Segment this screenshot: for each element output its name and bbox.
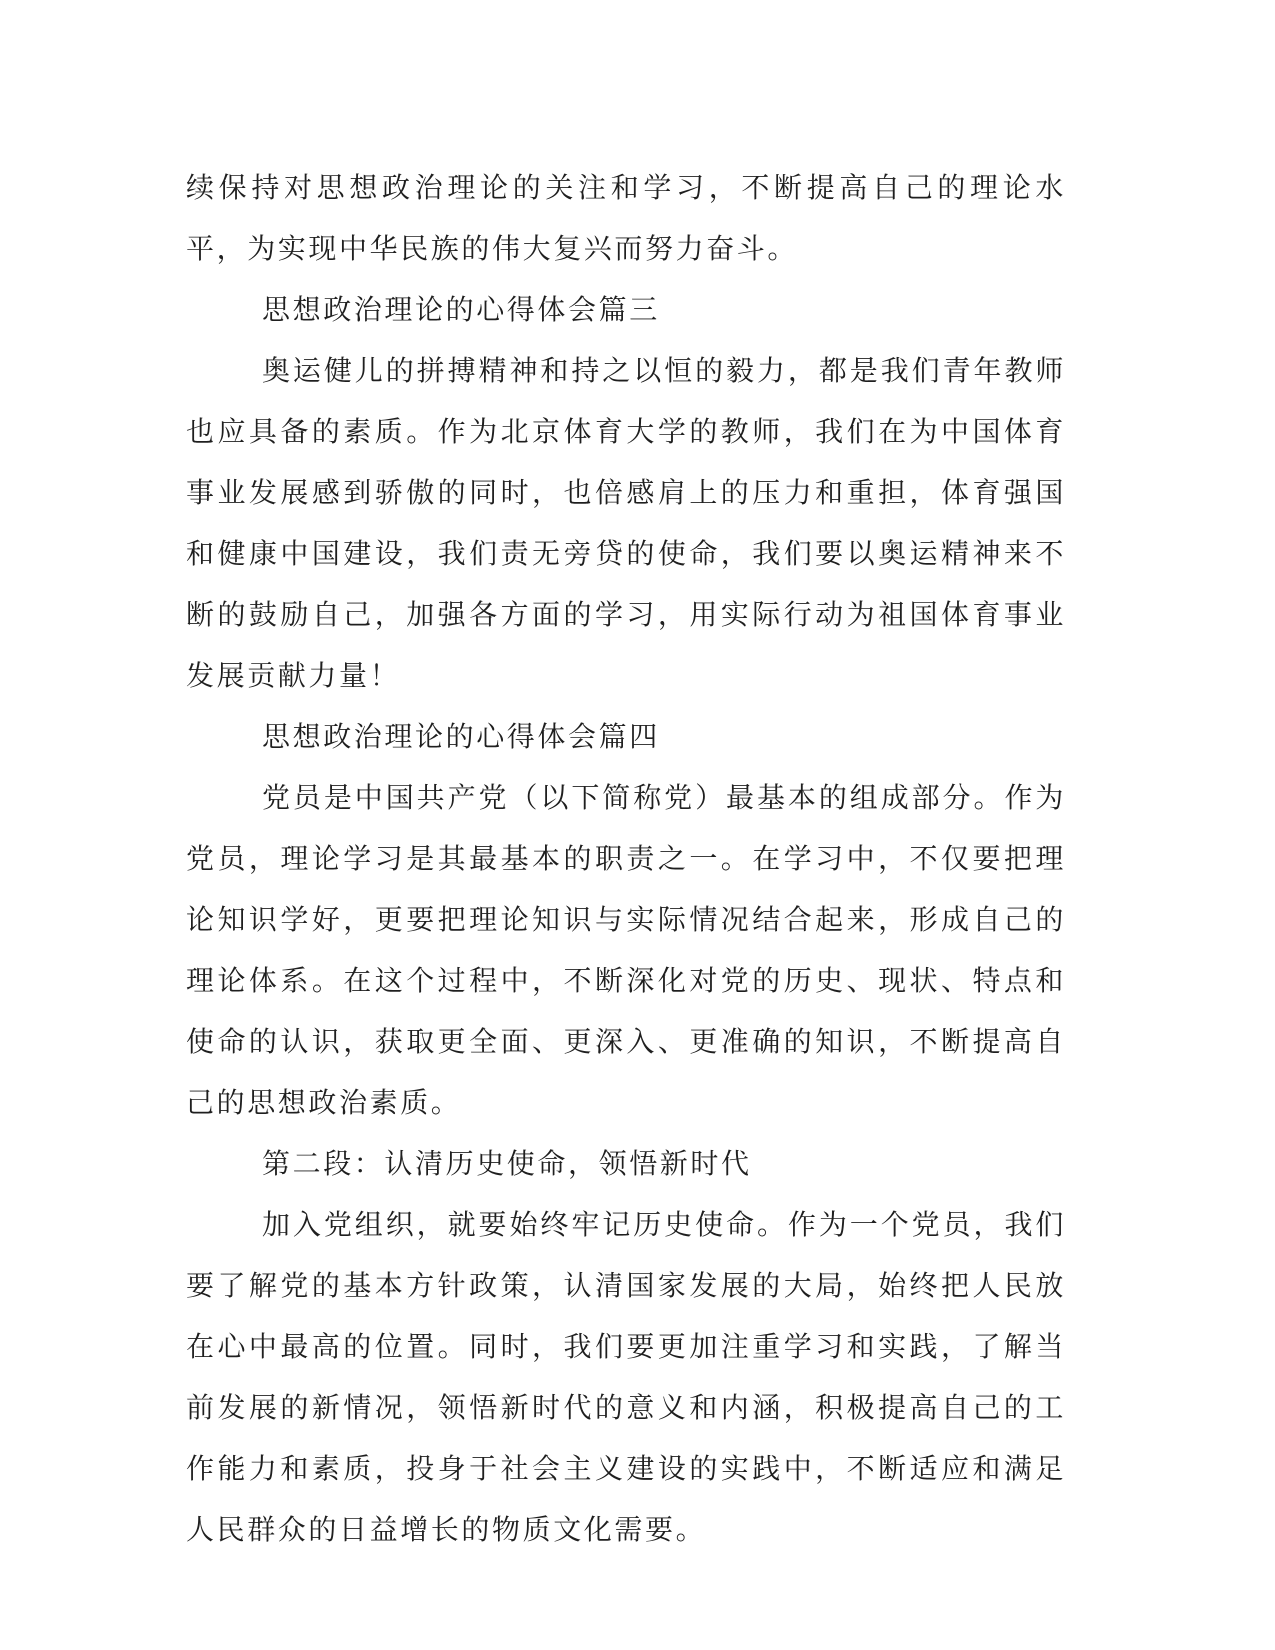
paragraph-party-member-study: 党员是中国共产党（以下简称党）最基本的组成部分。作为党员，理论学习是其最基本的职责之一。在学习中，不仅要把理论知识学好，更要把理论知识与实际情况结合起来，形成自己的理论体系。在这个过程中，不断深化对党的历史、现状、特点和使命的认识，获取更全面、更深入、更准确的知识，不断提高自己的思想政治素质。 <box>186 781 1066 1119</box>
document-body <box>186 157 1066 1560</box>
paragraph-historical-mission: 加入党组织，就要始终牢记历史使命。作为一个党员，我们要了解党的基本方针政策，认清国家发展的大局，始终把人民放在心中最高的位置。同时，我们要更加注重学习和实践，了解当前发展的新情况，领悟新时代的意义和内涵，积极提高自己的工作能力和素质，投身于社会主义建设的实践中，不断适应和满足人民群众的日益增长的物质文化需要。 <box>186 1208 1066 1546</box>
paragraph-continuation: 续保持对思想政治理论的关注和学习，不断提高自己的理论水平，为实现中华民族的伟大复兴而努力奋斗。 <box>186 171 1066 265</box>
section-heading-part-three: 思想政治理论的心得体会篇三 <box>262 293 660 326</box>
section-heading-second-segment: 第二段：认清历史使命，领悟新时代 <box>262 1147 752 1180</box>
section-heading-part-four: 思想政治理论的心得体会篇四 <box>262 720 660 753</box>
paragraph-olympic-spirit: 奥运健儿的拼搏精神和持之以恒的毅力，都是我们青年教师也应具备的素质。作为北京体育大学的教师，我们在为中国体育事业发展感到骄傲的同时，也倍感肩上的压力和重担，体育强国和健康中国建设，我们责无旁贷的使命，我们要以奥运精神来不断的鼓励自己，加强各方面的学习，用实际行动为祖国体育事业发展贡献力量！ <box>186 354 1066 692</box>
